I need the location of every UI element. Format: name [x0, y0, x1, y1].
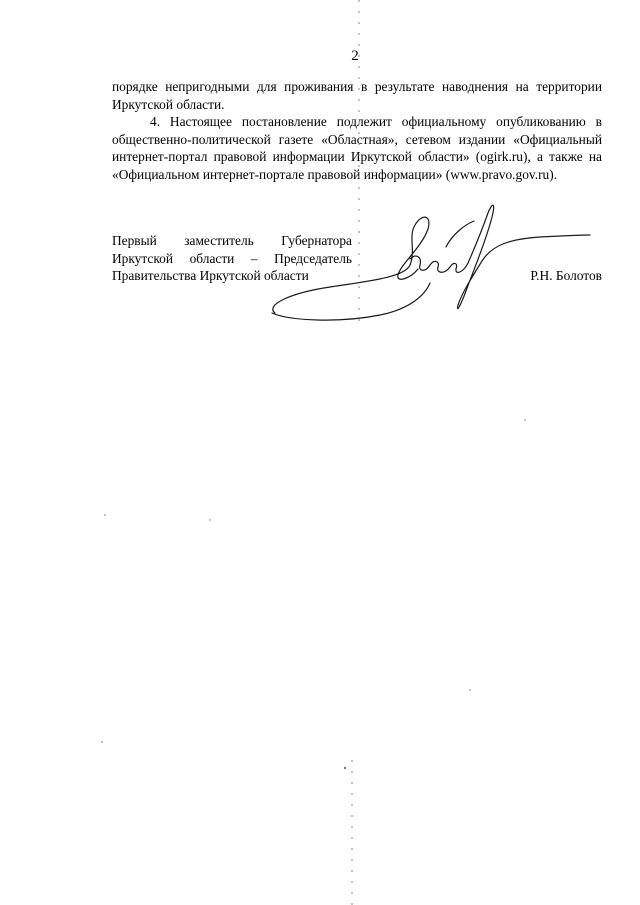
signer-title-line-1: Первый заместитель Губернатора	[112, 233, 352, 248]
paragraph-item-4-end: информации» (www.pravo.gov.ru).	[363, 166, 558, 182]
handwritten-signature-icon	[260, 195, 600, 335]
paragraph-item-4-line1: 4. Настоящее постановление подлежит официальному опубликованию	[150, 114, 586, 130]
page-number: 2	[351, 48, 359, 64]
signer-title-line-3: Правительства Иркутской области	[112, 268, 309, 284]
signer-name: Р.Н. Болотов	[530, 268, 602, 283]
paragraph-item-4	[112, 113, 602, 183]
paragraph-continuation: порядке непригодными для проживания в результате наводнения на территории Иркутской области.	[112, 79, 602, 112]
document-body	[112, 78, 602, 184]
paragraph-item-4-body: в общественно-политической газете «Областная», сетевом издании «Официальный интернет-портал правовой информации Иркутской области» (ogirk.ru), а также на «Официальном интернет-портале правовой	[112, 114, 602, 182]
signer-title-line-2: Иркутской области – Председатель	[112, 250, 352, 266]
